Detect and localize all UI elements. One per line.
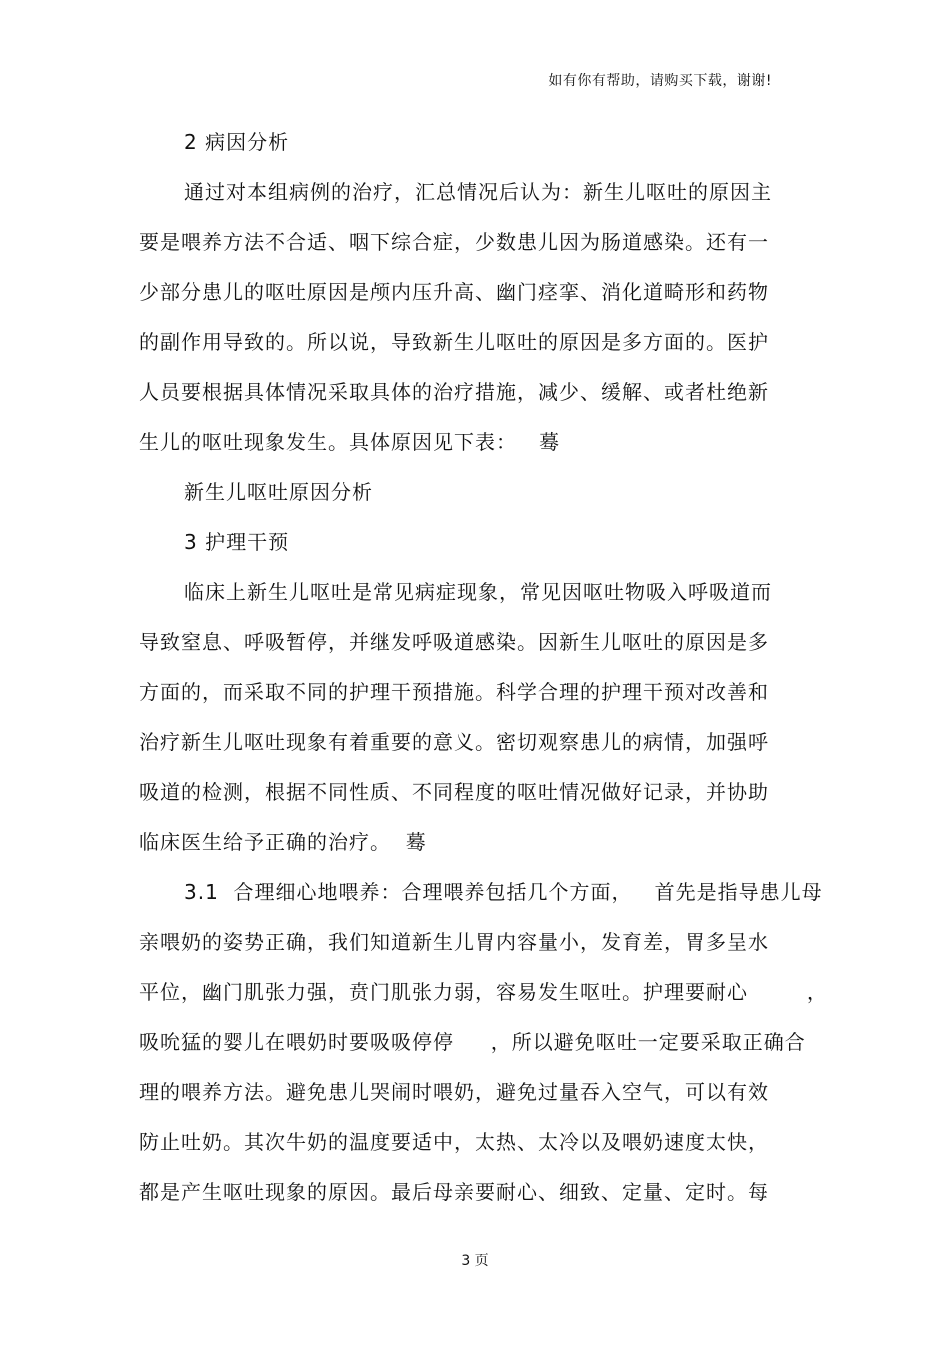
- paragraph-line: 的副作用导致的。所以说，导致新生儿呕吐的原因是多方面的。医护: [139, 330, 769, 354]
- paragraph-line: 生儿的呕吐现象发生。具体原因见下表： 蓦: [139, 430, 561, 454]
- paragraph-line: 临床医生给予正确的治疗。 蓦: [139, 830, 427, 854]
- paragraph-line: 导致窒息、呼吸暂停，并继发呼吸道感染。因新生儿呕吐的原因是多: [139, 630, 769, 654]
- table-caption: 新生儿呕吐原因分析: [184, 480, 373, 504]
- paragraph-line: 治疗新生儿呕吐现象有着重要的意义。密切观察患儿的病情，加强呼: [139, 730, 769, 754]
- paragraph-line: 吸吮猛的婴儿在喂奶时要吸吸停停 ，所以避免呕吐一定要采取正确合: [139, 1030, 806, 1054]
- paragraph-line: 临床上新生儿呕吐是常见病症现象，常见因呕吐物吸入呼吸道而: [184, 580, 772, 604]
- paragraph-line: 3.1 合理细心地喂养：合理喂养包括几个方面， 首先是指导患儿母: [184, 880, 823, 904]
- paragraph-line: 通过对本组病例的治疗，汇总情况后认为：新生儿呕吐的原因主: [184, 180, 772, 204]
- section-heading: 2 病因分析: [184, 130, 290, 154]
- section-heading: 3 护理干预: [184, 530, 290, 554]
- paragraph-line: 吸道的检测，根据不同性质、不同程度的呕吐情况做好记录，并协助: [139, 780, 769, 804]
- paragraph-line: 少部分患儿的呕吐原因是颅内压升高、幽门痉挛、消化道畸形和药物: [139, 280, 769, 304]
- paragraph-line: 人员要根据具体情况采取具体的治疗措施，减少、缓解、或者杜绝新: [139, 380, 769, 404]
- paragraph-line: 平位，幽门肌张力强，贲门肌张力弱，容易发生呕吐。护理要耐心 ，: [139, 980, 828, 1004]
- paragraph-line: 理的喂养方法。避免患儿哭闹时喂奶，避免过量吞入空气，可以有效: [139, 1080, 769, 1104]
- paragraph-line: 亲喂奶的姿势正确，我们知道新生儿胃内容量小，发育差，胃多呈水: [139, 930, 769, 954]
- paragraph-line: 防止吐奶。其次牛奶的温度要适中，太热、太冷以及喂奶速度太快，: [139, 1130, 769, 1154]
- paragraph-line: 方面的，而采取不同的护理干预措施。科学合理的护理干预对改善和: [139, 680, 769, 704]
- page-number: 3 页: [461, 1253, 489, 1269]
- paragraph-line: 要是喂养方法不合适、咽下综合症，少数患儿因为肠道感染。还有一: [139, 230, 769, 254]
- header-note: 如有你有帮助，请购买下载，谢谢!: [548, 73, 772, 89]
- paragraph-line: 都是产生呕吐现象的原因。最后母亲要耐心、细致、定量、定时。每: [139, 1180, 769, 1204]
